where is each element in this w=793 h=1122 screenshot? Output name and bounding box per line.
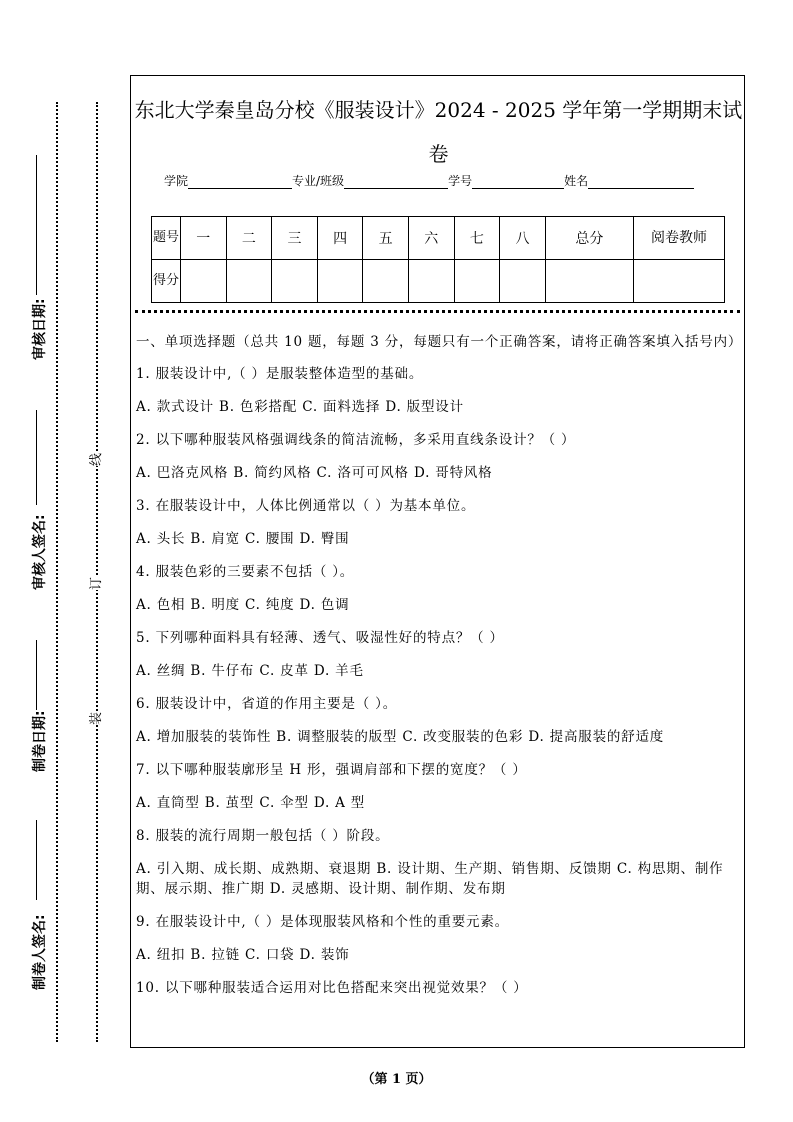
major-class-field[interactable] (344, 176, 448, 189)
maker-date-blank[interactable] (36, 640, 37, 710)
question-stem: 1. 服装设计中,（ ）是服装整体造型的基础。 (136, 366, 424, 382)
student-info-line (164, 172, 694, 189)
col-5: 五 (363, 217, 409, 260)
col-6: 六 (408, 217, 454, 260)
student-id-field[interactable] (472, 176, 564, 189)
reviewer-sign-label: 审核人签名: (32, 514, 48, 590)
question-stem: 8. 服装的流行周期一般包括（ ）阶段。 (136, 828, 390, 844)
score-cell[interactable] (226, 260, 272, 303)
question-stem: 4. 服装色彩的三要素不包括（ ）。 (136, 564, 355, 580)
maker-sign-label: 制卷人签名: (32, 914, 48, 990)
question-stem: 5. 下列哪种面料具有轻薄、透气、吸湿性好的特点？（ ） (136, 630, 504, 646)
dotted-binding-line-inner (96, 102, 98, 1042)
dotted-binding-line-outer (56, 102, 58, 1042)
score-cell-grader[interactable] (634, 260, 725, 303)
question-options: A. 款式设计 B. 色彩搭配 C. 面料选择 D. 版型设计 (136, 399, 464, 415)
col-3: 三 (272, 217, 318, 260)
col-grader: 阅卷教师 (634, 217, 725, 260)
col-1: 一 (181, 217, 227, 260)
dotted-separator (135, 310, 740, 313)
section-multiple-choice (136, 332, 741, 1011)
college-field[interactable] (188, 176, 292, 189)
score-cell-total[interactable] (545, 260, 633, 303)
question-options: A. 丝绸 B. 牛仔布 C. 皮革 D. 羊毛 (136, 663, 364, 679)
question-options: A. 巴洛克风格 B. 简约风格 C. 洛可可风格 D. 哥特风格 (136, 465, 493, 481)
question-options: A. 直筒型 B. 茧型 C. 伞型 D. A 型 (136, 795, 366, 811)
question-stem: 2. 以下哪种服装风格强调线条的简洁流畅，多采用直线条设计？（ ） (136, 432, 576, 448)
score-cell[interactable] (363, 260, 409, 303)
score-cell[interactable] (500, 260, 546, 303)
exam-title: 东北大学秦皇岛分校《服装设计》2024 - 2025 学年第一学期期末试卷 (134, 98, 743, 166)
score-cell[interactable] (317, 260, 363, 303)
col-2: 二 (226, 217, 272, 260)
reviewer-date-blank[interactable] (36, 155, 37, 295)
binding-char-ding: 订 (83, 577, 106, 590)
question-options: A. 引入期、成长期、成熟期、衰退期 B. 设计期、生产期、销售期、反馈期 C. 构思期、制作期、展示期、推广期 D. 灵感期、设计期、制作期、发布期 (136, 861, 724, 897)
question-options: A. 增加服装的装饰性 B. 调整服装的版型 C. 改变服装的色彩 D. 提高服装的舒适度 (136, 729, 665, 745)
maker-date-label: 制卷日期: (32, 710, 48, 772)
score-table (151, 216, 725, 303)
question-stem: 9. 在服装设计中,（ ）是体现服装风格和个性的重要元素。 (136, 914, 509, 930)
exam-frame (130, 75, 745, 1048)
question-options: A. 头长 B. 肩宽 C. 腰围 D. 臀围 (136, 531, 350, 547)
col-4: 四 (317, 217, 363, 260)
student-id-label: 学号 (448, 174, 473, 188)
question-stem: 10. 以下哪种服装适合运用对比色搭配来突出视觉效果？（ ） (136, 980, 528, 996)
score-cell[interactable] (181, 260, 227, 303)
question-stem: 7. 以下哪种服装廓形呈 H 形，强调肩部和下摆的宽度？（ ） (136, 762, 527, 778)
score-cell[interactable] (454, 260, 500, 303)
score-cell[interactable] (272, 260, 318, 303)
col-7: 七 (454, 217, 500, 260)
score-table-score-row (152, 260, 725, 303)
major-class-label: 专业/班级 (292, 174, 345, 188)
question-stem: 3. 在服装设计中，人体比例通常以（ ）为基本单位。 (136, 498, 476, 514)
binding-char-zhuang: 装 (83, 712, 106, 725)
reviewer-sign-blank[interactable] (36, 410, 37, 505)
page-number: （第 1 页） (361, 1072, 432, 1087)
question-stem: 6. 服装设计中，省道的作用主要是（ ）。 (136, 696, 398, 712)
score-table-header-row (152, 217, 725, 260)
score-label: 得分 (152, 260, 181, 303)
score-cell[interactable] (408, 260, 454, 303)
col-total: 总分 (545, 217, 633, 260)
reviewer-date-label: 审核日期: (32, 298, 48, 360)
binding-char-xian: 线 (83, 453, 106, 466)
question-options: A. 色相 B. 明度 C. 纯度 D. 色调 (136, 597, 350, 613)
col-8: 八 (500, 217, 546, 260)
binding-margin (0, 0, 128, 1122)
name-label: 姓名 (564, 174, 589, 188)
college-label: 学院 (164, 174, 189, 188)
maker-sign-blank[interactable] (36, 820, 37, 900)
question-options: A. 纽扣 B. 拉链 C. 口袋 D. 装饰 (136, 947, 350, 963)
question-number-label: 题号 (152, 217, 181, 260)
section-heading: 一、单项选择题（总共 10 题，每题 3 分，每题只有一个正确答案，请将正确答案填入括号内） (136, 334, 743, 350)
name-field[interactable] (588, 176, 694, 189)
